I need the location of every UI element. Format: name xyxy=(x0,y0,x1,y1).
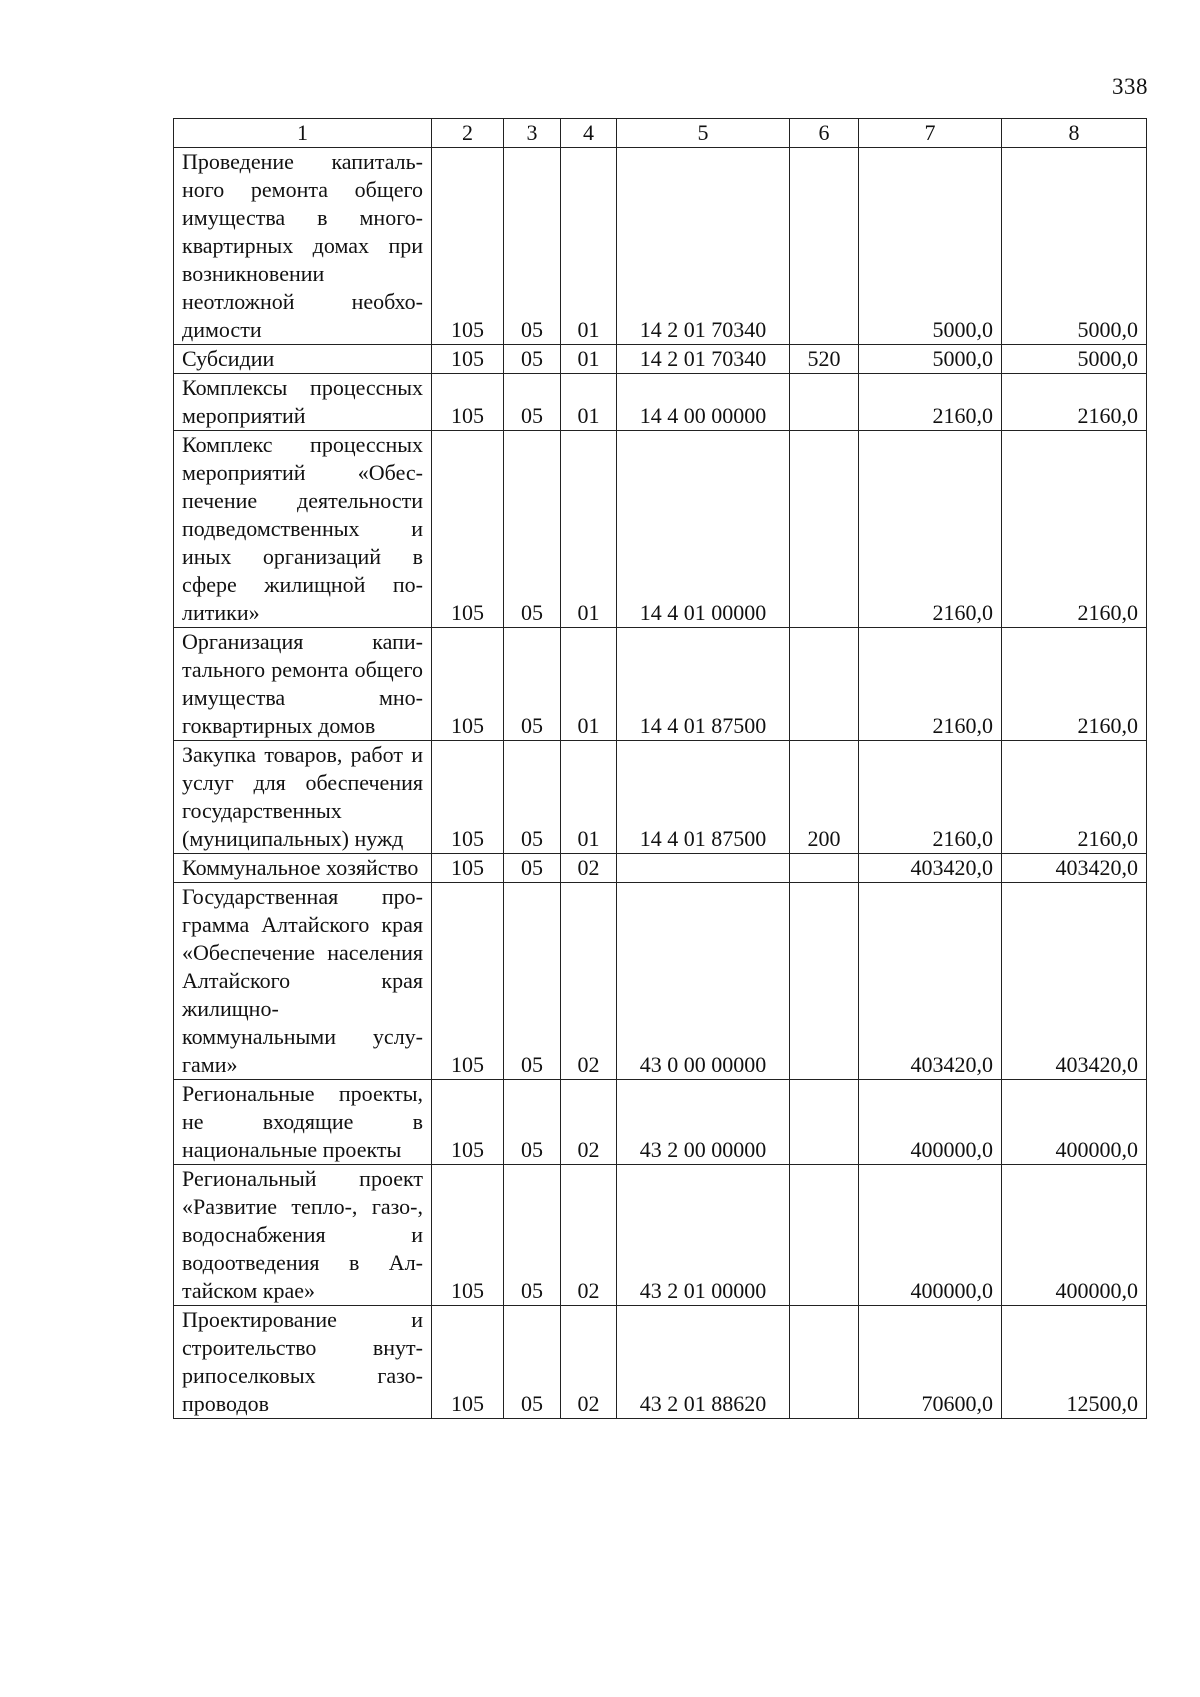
cell-section: 05 xyxy=(504,628,561,741)
cell-amount-2: 2160,0 xyxy=(1002,431,1147,628)
cell-amount-1: 70600,0 xyxy=(859,1306,1002,1419)
cell-amount-2: 403420,0 xyxy=(1002,883,1147,1080)
cell-target-article: 14 2 01 70340 xyxy=(617,345,790,374)
cell-ministry-code: 105 xyxy=(432,741,504,854)
cell-amount-1: 5000,0 xyxy=(859,345,1002,374)
cell-amount-1: 2160,0 xyxy=(859,431,1002,628)
header-row xyxy=(174,119,1147,148)
cell-expense-type xyxy=(790,628,859,741)
cell-ministry-code: 105 xyxy=(432,1165,504,1306)
cell-subsection: 01 xyxy=(561,374,617,431)
cell-ministry-code: 105 xyxy=(432,883,504,1080)
cell-subsection: 01 xyxy=(561,345,617,374)
cell-amount-1: 2160,0 xyxy=(859,374,1002,431)
cell-target-article: 43 2 01 88620 xyxy=(617,1306,790,1419)
table-row xyxy=(174,854,1147,883)
table-row xyxy=(174,1080,1147,1165)
cell-amount-2: 400000,0 xyxy=(1002,1165,1147,1306)
cell-subsection: 02 xyxy=(561,1165,617,1306)
table-header xyxy=(174,119,1147,148)
row-name: Закупка товаров, работ и услуг для обеспечения государственных (муниципальных) нужд xyxy=(174,741,432,854)
cell-subsection: 01 xyxy=(561,148,617,345)
cell-section: 05 xyxy=(504,148,561,345)
row-name: Комплексы процессных мероприятий xyxy=(174,374,432,431)
cell-subsection: 01 xyxy=(561,741,617,854)
cell-subsection: 01 xyxy=(561,628,617,741)
cell-section: 05 xyxy=(504,883,561,1080)
table-row xyxy=(174,345,1147,374)
table-row xyxy=(174,741,1147,854)
cell-target-article: 14 4 01 87500 xyxy=(617,741,790,854)
table-row xyxy=(174,1306,1147,1419)
cell-ministry-code: 105 xyxy=(432,148,504,345)
cell-amount-2: 400000,0 xyxy=(1002,1080,1147,1165)
row-name: Субсидии xyxy=(174,345,432,374)
cell-subsection: 02 xyxy=(561,854,617,883)
cell-amount-2: 5000,0 xyxy=(1002,345,1147,374)
cell-section: 05 xyxy=(504,374,561,431)
header-cell: 4 xyxy=(561,119,617,148)
header-cell: 1 xyxy=(174,119,432,148)
cell-target-article: 14 4 01 00000 xyxy=(617,431,790,628)
cell-section: 05 xyxy=(504,345,561,374)
cell-expense-type xyxy=(790,854,859,883)
cell-section: 05 xyxy=(504,1080,561,1165)
cell-expense-type: 200 xyxy=(790,741,859,854)
cell-amount-2: 403420,0 xyxy=(1002,854,1147,883)
cell-ministry-code: 105 xyxy=(432,628,504,741)
table-body xyxy=(174,148,1147,1419)
cell-ministry-code: 105 xyxy=(432,345,504,374)
cell-ministry-code: 105 xyxy=(432,1080,504,1165)
cell-target-article: 43 0 00 00000 xyxy=(617,883,790,1080)
cell-target-article: 14 4 00 00000 xyxy=(617,374,790,431)
row-name: Государственная программа Алтайского края «Обеспечение населения Алтайского края жилищно-коммунальными услугами» xyxy=(174,883,432,1080)
cell-ministry-code: 105 xyxy=(432,1306,504,1419)
cell-amount-1: 400000,0 xyxy=(859,1165,1002,1306)
table-row xyxy=(174,148,1147,345)
page-number: 338 xyxy=(1112,74,1148,99)
cell-amount-2: 2160,0 xyxy=(1002,628,1147,741)
cell-amount-2: 5000,0 xyxy=(1002,148,1147,345)
cell-target-article: 43 2 00 00000 xyxy=(617,1080,790,1165)
cell-amount-1: 400000,0 xyxy=(859,1080,1002,1165)
cell-amount-2: 2160,0 xyxy=(1002,374,1147,431)
row-name: Организация капитального ремонта общего имущества многоквартирных домов xyxy=(174,628,432,741)
cell-expense-type xyxy=(790,883,859,1080)
row-name: Проектирование и строительство внутрипоселковых газопроводов xyxy=(174,1306,432,1419)
cell-section: 05 xyxy=(504,431,561,628)
header-cell: 5 xyxy=(617,119,790,148)
header-cell: 7 xyxy=(859,119,1002,148)
cell-expense-type xyxy=(790,374,859,431)
cell-expense-type xyxy=(790,1306,859,1419)
cell-subsection: 02 xyxy=(561,883,617,1080)
cell-section: 05 xyxy=(504,1165,561,1306)
cell-section: 05 xyxy=(504,1306,561,1419)
cell-subsection: 01 xyxy=(561,431,617,628)
cell-target-article xyxy=(617,854,790,883)
header-cell: 2 xyxy=(432,119,504,148)
row-name: Коммунальное хозяйство xyxy=(174,854,432,883)
table-row xyxy=(174,431,1147,628)
table-row xyxy=(174,883,1147,1080)
cell-amount-1: 2160,0 xyxy=(859,628,1002,741)
cell-expense-type xyxy=(790,1080,859,1165)
cell-expense-type xyxy=(790,431,859,628)
cell-amount-1: 5000,0 xyxy=(859,148,1002,345)
cell-subsection: 02 xyxy=(561,1080,617,1165)
cell-expense-type xyxy=(790,1165,859,1306)
cell-ministry-code: 105 xyxy=(432,374,504,431)
header-cell: 3 xyxy=(504,119,561,148)
row-name: Региональные проекты, не входящие в национальные проекты xyxy=(174,1080,432,1165)
cell-subsection: 02 xyxy=(561,1306,617,1419)
cell-expense-type: 520 xyxy=(790,345,859,374)
cell-amount-2: 12500,0 xyxy=(1002,1306,1147,1419)
header-cell: 8 xyxy=(1002,119,1147,148)
table-row xyxy=(174,1165,1147,1306)
cell-expense-type xyxy=(790,148,859,345)
cell-target-article: 14 2 01 70340 xyxy=(617,148,790,345)
row-name: Региональный проект «Развитие тепло-, газо-, водоснабжения и водоотведения в Алтайском крае» xyxy=(174,1165,432,1306)
cell-amount-1: 403420,0 xyxy=(859,854,1002,883)
cell-amount-1: 403420,0 xyxy=(859,883,1002,1080)
budget-table xyxy=(173,118,1147,1419)
row-name: Комплекс процессных мероприятий «Обеспечение деятельности подведомственных и иных организаций в сфере жилищной политики» xyxy=(174,431,432,628)
cell-section: 05 xyxy=(504,741,561,854)
cell-ministry-code: 105 xyxy=(432,854,504,883)
table-row xyxy=(174,628,1147,741)
header-cell: 6 xyxy=(790,119,859,148)
table-row xyxy=(174,374,1147,431)
cell-target-article: 43 2 01 00000 xyxy=(617,1165,790,1306)
cell-amount-2: 2160,0 xyxy=(1002,741,1147,854)
cell-amount-1: 2160,0 xyxy=(859,741,1002,854)
cell-ministry-code: 105 xyxy=(432,431,504,628)
cell-target-article: 14 4 01 87500 xyxy=(617,628,790,741)
cell-section: 05 xyxy=(504,854,561,883)
row-name: Проведение капитального ремонта общего имущества в многоквартирных домах при возникновении неотложной необходимости xyxy=(174,148,432,345)
